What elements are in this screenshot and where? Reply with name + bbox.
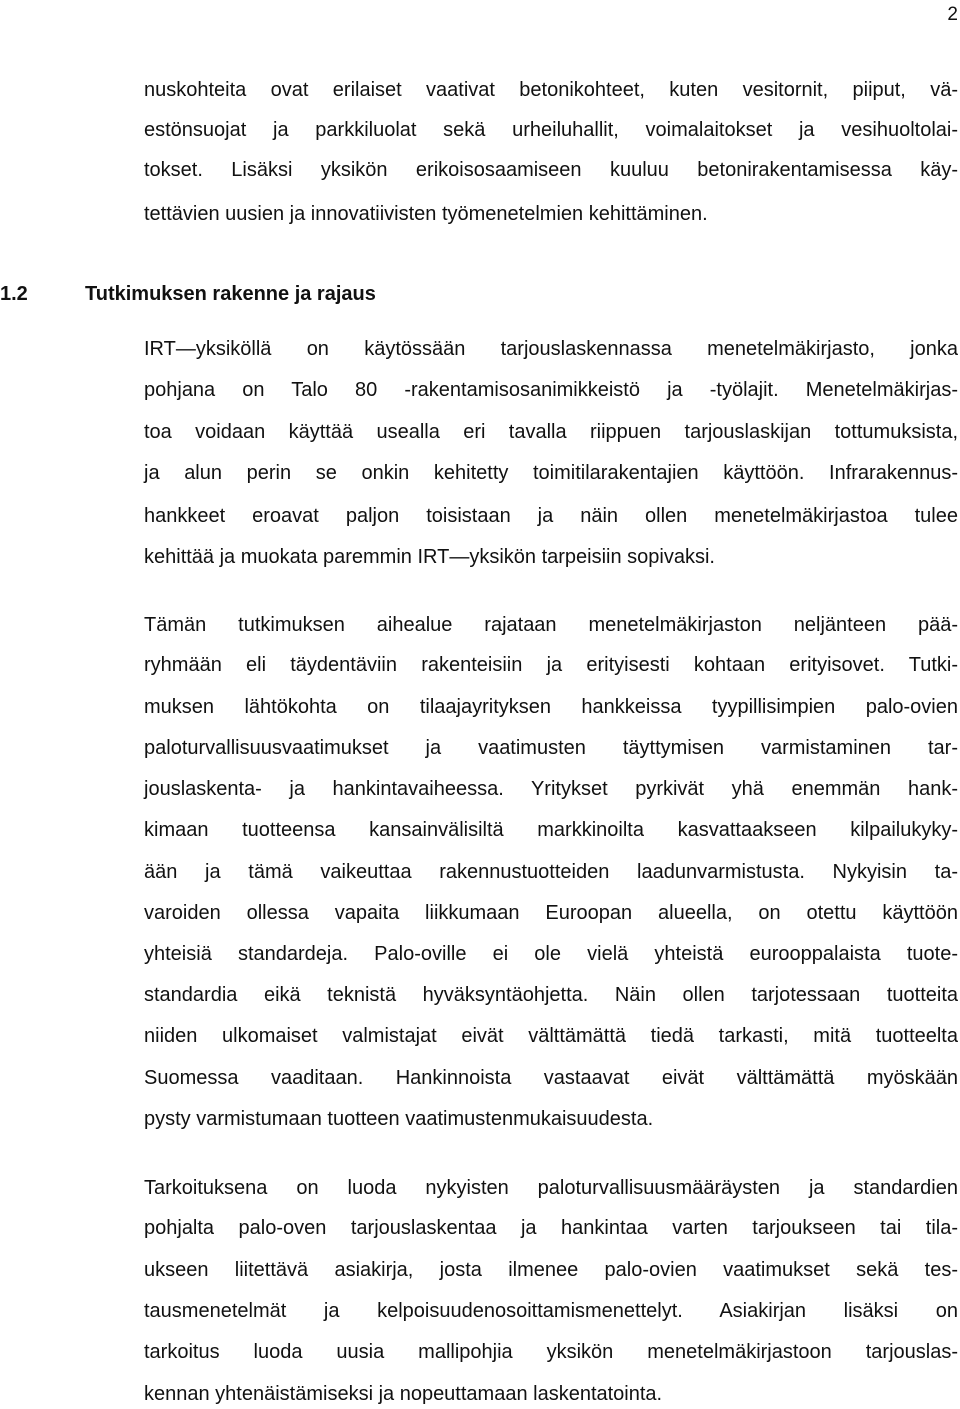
text-line: pohjana on Talo 80 -rakentamisosanimikkeistö ja -työlajit. Menetelmäkirjas- <box>144 379 958 401</box>
text-line: toa voidaan käyttää usealla eri tavalla riippuen tarjouslaskijan tottumuksista, <box>144 421 958 443</box>
text-line: muksen lähtökohta on tilaajayrityksen hankkeissa tyypillisimpien palo-ovien <box>144 696 958 718</box>
section-title: Tutkimuksen rakenne ja rajaus <box>85 283 376 305</box>
text-line: Tämän tutkimuksen aihealue rajataan menetelmäkirjaston neljänteen pää- <box>144 614 958 636</box>
text-line: Tarkoituksena on luoda nykyisten paloturvallisuusmääräysten ja standardien <box>144 1177 958 1199</box>
section-number: 1.2 <box>0 283 28 305</box>
text-line: Suomessa vaaditaan. Hankinnoista vastaavat eivät välttämättä myöskään <box>144 1067 958 1089</box>
text-line: hankkeet eroavat paljon toisistaan ja näin ollen menetelmäkirjastoa tulee <box>144 505 958 527</box>
text-line: estönsuojat ja parkkiluolat sekä urheiluhallit, voimalaitokset ja vesihuoltolai- <box>144 119 958 141</box>
text-line: pysty varmistumaan tuotteen vaatimustenmukaisuudesta. <box>144 1108 654 1130</box>
text-line: nuskohteita ovat erilaiset vaativat betonikohteet, kuten vesitornit, piiput, vä- <box>144 79 958 101</box>
text-line: jouslaskenta- ja hankintavaiheessa. Yritykset pyrkivät yhä enemmän hank- <box>144 778 958 800</box>
text-line: tokset. Lisäksi yksikön erikoisosaamiseen kuuluu betonirakentamisessa käy- <box>144 159 958 181</box>
text-line: tarkoitus luoda uusia mallipohjia yksikön menetelmäkirjastoon tarjouslas- <box>144 1341 958 1363</box>
page-number: 2 <box>947 4 958 25</box>
text-line: ukseen liitettävä asiakirja, josta ilmenee palo-ovien vaatimukset sekä tes- <box>144 1259 958 1281</box>
text-line: paloturvallisuusvaatimukset ja vaatimusten täyttymisen varmistaminen tar- <box>144 737 958 759</box>
text-line: ään ja tämä vaikeuttaa rakennustuotteiden laadunvarmistusta. Nykyisin ta- <box>144 861 958 883</box>
text-line: tausmenetelmät ja kelpoisuudenosoittamismenettelyt. Asiakirjan lisäksi on <box>144 1300 958 1322</box>
text-line: kimaan tuotteensa kansainvälisiltä markkinoilta kasvattaakseen kilpailukyky- <box>144 819 958 841</box>
text-line: standardia eikä teknistä hyväksyntäohjetta. Näin ollen tarjotessaan tuotteita <box>144 984 958 1006</box>
text-line: IRT—yksiköllä on käytössään tarjouslaskennassa menetelmäkirjasto, jonka <box>144 338 958 360</box>
text-line: kehittää ja muokata paremmin IRT—yksikön tarpeisiin sopivaksi. <box>144 546 715 568</box>
text-line: yhteisiä standardeja. Palo-oville ei ole vielä yhteistä eurooppalaista tuote- <box>144 943 958 965</box>
text-line: ja alun perin se onkin kehitetty toimitilarakentajien käyttöön. Infrarakennus- <box>144 462 958 484</box>
text-line: kennan yhtenäistämiseksi ja nopeuttamaan laskentatointa. <box>144 1383 663 1405</box>
text-line: tettävien uusien ja innovatiivisten työmenetelmien kehittäminen. <box>144 203 708 225</box>
text-line: niiden ulkomaiset valmistajat eivät välttämättä tiedä tarkasti, mitä tuotteelta <box>144 1025 958 1047</box>
text-line: ryhmään eli täydentäviin rakenteisiin ja erityisesti kohtaan erityisovet. Tutki- <box>144 654 958 676</box>
text-line: varoiden ollessa vapaita liikkumaan Euroopan alueella, on otettu käyttöön <box>144 902 958 924</box>
text-line: pohjalta palo-oven tarjouslaskentaa ja hankintaa varten tarjoukseen tai tila- <box>144 1217 958 1239</box>
